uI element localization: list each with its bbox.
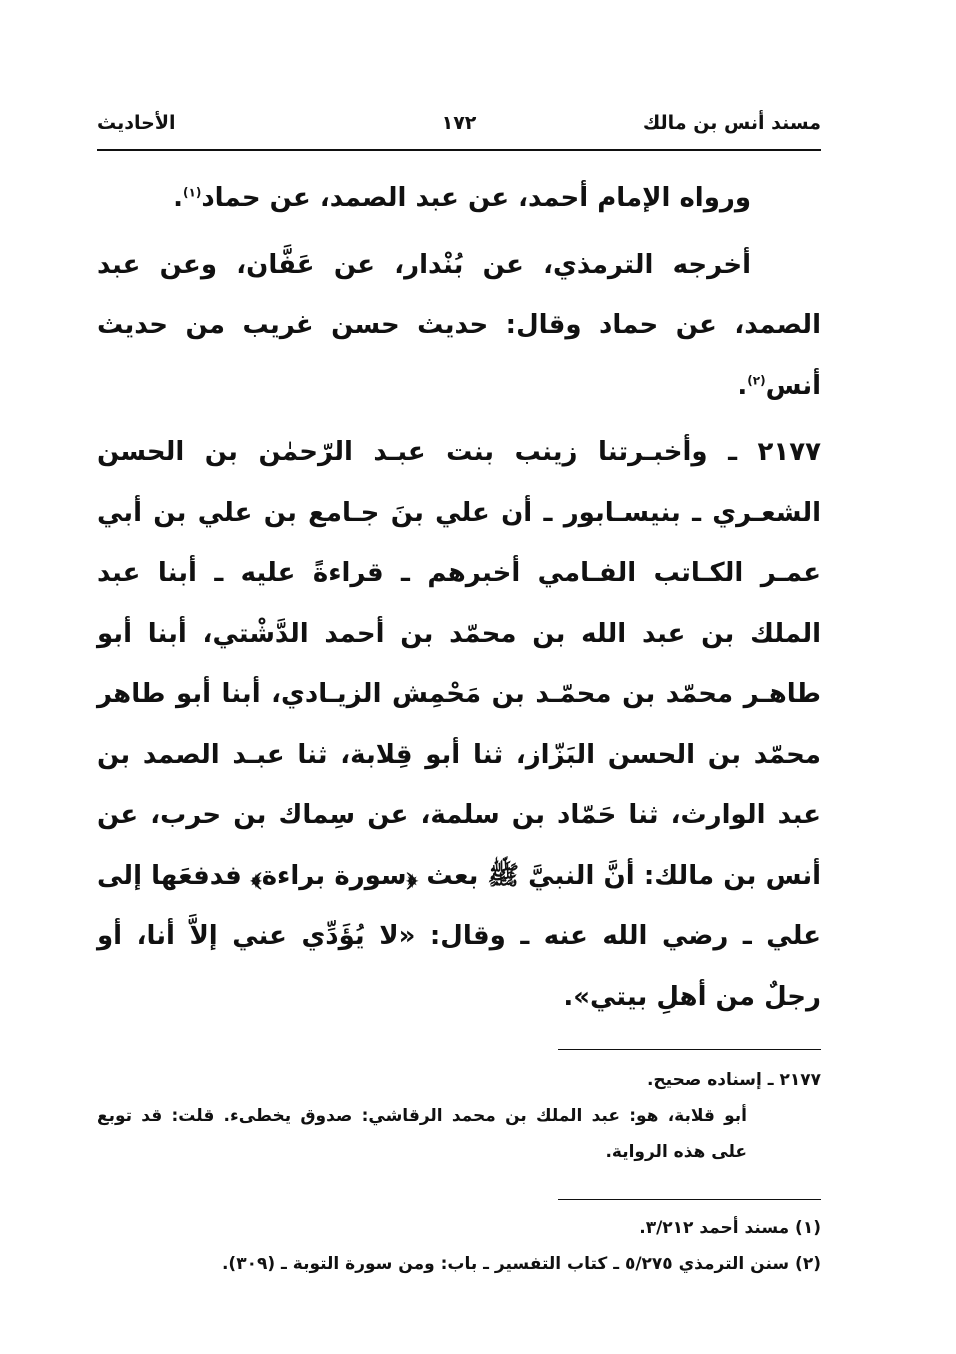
note-grading: ٢١٧٧ ـ إسناده صحيح. — [646, 1070, 821, 1090]
hadith-notes — [97, 1062, 821, 1170]
footnote-ref-1: (١) — [183, 185, 202, 200]
page-number: ١٧٢ — [441, 112, 477, 134]
paragraph-1-end: . — [173, 183, 184, 213]
footnotes-rule — [558, 1199, 821, 1200]
main-text — [97, 168, 821, 1033]
footnote-2: (٢) سنن الترمذي ٥/٢٧٥ ـ كتاب التفسير ـ باب: ومن سورة التوبة ـ (٣٠٩). — [221, 1254, 821, 1274]
note-narrator: أبو قلابة، هو: عبد الملك بن محمد الرقاشي: صدوق يخطىء. قلت: قد توبع على هذه الرواية. — [97, 1106, 747, 1162]
book-title: مسند أنس بن مالك — [642, 112, 821, 134]
paragraph-1 — [97, 168, 821, 229]
footnotes — [97, 1210, 821, 1282]
page-header — [97, 112, 821, 146]
notes-rule — [558, 1049, 821, 1050]
paragraph-2 — [97, 235, 821, 417]
hadith-2177: ٢١٧٧ ـ وأخبـرتنا زينب بنت عبـد الرّحمٰن بن الحسن الشعـري ـ بنيسـابور ـ أن علي بنَ جـامع بن علي بن أبي عمـر الكـاتب الفـامي أخبرهم ـ قراءةً عليه ـ أبنا عبد الملك بن عبد الله بن محمّد بن أحمد الدَّشْتي، أبنا أبو طاهـر محمّد بن محمّـد بن مَحْمِش الزيـادي، أبنا أبو طاهر محمّد بن الحسن البَزّاز، ثنا أبو قِلابة، ثنا عبـد الصمد بن عبد الوارث، ثنا حَمّاد بن سلمة، عن سِماك بن حرب، عن أنس بن مالك: أنَّ النبيَّ ﷺ بعث ﴿سورة براءة﴾ فدفعَها إلى علي ـ رضي الله عنه ـ وقال: «لا يُؤَدِّي عني إلاَّ أنا، أو رجلٌ من أهلِ بيتي». — [97, 437, 821, 1012]
paragraph-2-text: أخرجه الترمذي، عن بُنْدار، عن عَفَّان، وعن عبد الصمد، عن حماد وقال: حديث حسن غريب من حديث أنس — [97, 249, 821, 401]
paragraph-1-text: ورواه الإمام أحمد، عن عبد الصمد، عن حماد — [201, 183, 751, 213]
section-title: الأحاديث — [97, 112, 176, 134]
footnote-1: (١) مسند أحمد ٣/٢١٢. — [639, 1218, 821, 1238]
footnote-ref-2: (٢) — [747, 372, 766, 387]
paragraph-2-end: . — [737, 370, 748, 401]
header-rule — [97, 149, 821, 151]
